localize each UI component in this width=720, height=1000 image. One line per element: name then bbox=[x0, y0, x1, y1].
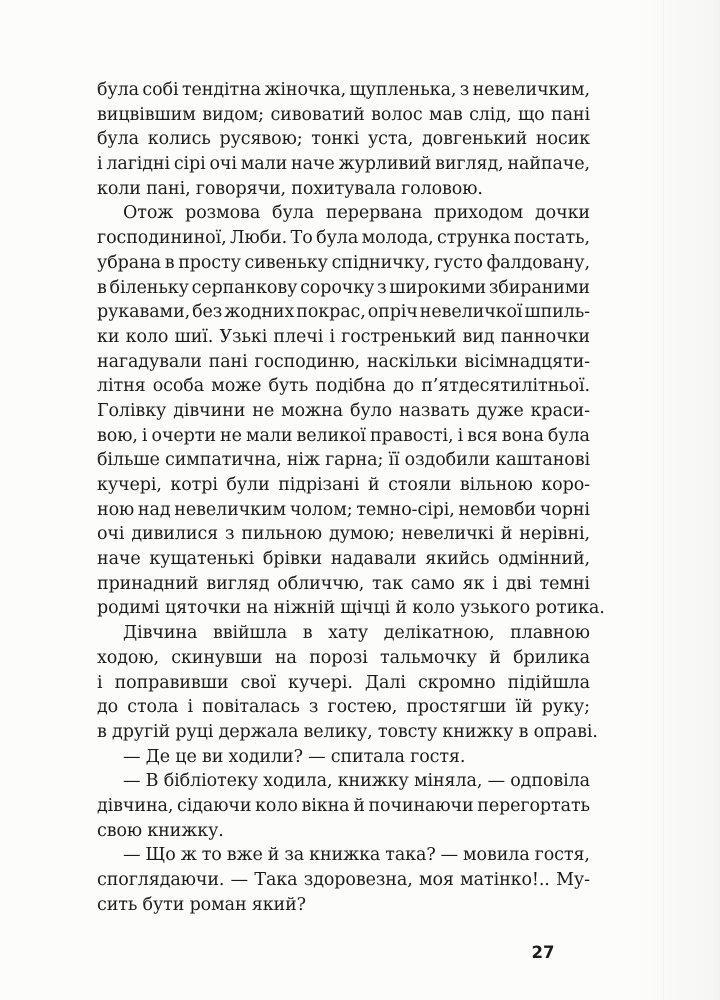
text-line: і лагідні сірі очі мали наче журливий вигляд, найпаче, bbox=[97, 154, 590, 175]
text-line: була колись русявою; тонкі уста, довгенький носик bbox=[97, 129, 590, 150]
text-line: Отож розмова була перервана приходом дочки bbox=[123, 203, 590, 224]
text-line: до стола і повіталась з гостею, простягши їй руку; bbox=[97, 697, 590, 718]
text-line: очі дивилися з пильною думою; невеличкі й нерівні, bbox=[97, 524, 590, 545]
text-line: свою книжку. bbox=[97, 820, 224, 841]
text-block bbox=[97, 78, 605, 917]
text-line: була собі тендітна жіночка, щупленька, з невеличким, bbox=[97, 80, 590, 100]
text-line: ною над невеличким чолом; темно-сірі, немовби чорні bbox=[97, 499, 590, 520]
text-line: ходою, скинувши на порозі тальмочку й брилика bbox=[97, 647, 590, 668]
text-line: рукавами, без жодних покрас, опріч невеличкої шпиль- bbox=[97, 302, 590, 323]
text-line: — Що ж то вже й за книжка така? — мовила гостя, bbox=[123, 845, 590, 866]
text-line: і поправивши свої кучері. Далі скромно підійшла bbox=[97, 672, 590, 693]
paragraph bbox=[97, 769, 590, 843]
text-line: кучері, котрі були підрізані й стояли вільною коро- bbox=[97, 475, 590, 495]
text-line: господининої, Люби. То була молода, струнка постать, bbox=[97, 228, 590, 249]
text-line: родимі цяточки на ніжній щічці й коло узького ротика. bbox=[97, 598, 605, 619]
text-line: більше симпатична, ніж гарна; її оздобили каштанові bbox=[97, 450, 590, 471]
text-line: ки коло шиї. Узькі плечі і гостренький вид панночки bbox=[97, 326, 590, 347]
text-line: — В бібліотеку ходила, книжку міняла, — одповіла bbox=[123, 771, 590, 792]
text-line: нагадували пані господиню, наскільки вісімнадцяти- bbox=[97, 351, 590, 372]
paragraph bbox=[97, 745, 590, 770]
text-line: в біленьку серпанкову сорочку з широкими збираними bbox=[97, 277, 590, 298]
scan-seam-line bbox=[663, 0, 664, 1000]
text-line: убрана в просту сивеньку спідничку, густо фалдовану, bbox=[97, 252, 590, 273]
text-line: сить бути роман який? bbox=[97, 894, 306, 915]
text-line: в другій руці держала велику, товсту книжку в оправі. bbox=[97, 721, 598, 742]
text-line: дівчина, сідаючи коло вікна й починаючи перегортать bbox=[97, 795, 590, 816]
text-line: літня особа може буть подібна до п’ятдесятилітньої. bbox=[97, 376, 590, 397]
text-line: Дівчина ввійшла в хату делікатною, плавною bbox=[123, 623, 590, 644]
text-line: Голівку дівчини не можна було назвать дуже краси- bbox=[97, 400, 590, 421]
text-line: коли пані, говорячи, похитувала головою. bbox=[97, 178, 483, 199]
paragraph bbox=[97, 621, 598, 744]
text-line: вицвівшим видом; сивоватий волос мав слід, що пані bbox=[97, 104, 590, 125]
text-line: — Де це ви ходили? — спитала гостя. bbox=[123, 746, 466, 767]
text-line: наче кущатенькі брівки надавали якийсь одмінний, bbox=[97, 549, 590, 570]
paragraph bbox=[97, 201, 605, 621]
text-line: принадний вигляд обличчю, так само як і дві темні bbox=[97, 573, 590, 594]
text-line: вою, і очерти не мали великої правості, і вся вона була bbox=[97, 425, 590, 446]
paragraph bbox=[97, 78, 590, 201]
paragraph bbox=[97, 843, 590, 917]
text-line: споглядаючи. — Така здоровезна, моя матінко!.. Му- bbox=[97, 870, 590, 890]
page-number: 27 bbox=[531, 943, 555, 962]
